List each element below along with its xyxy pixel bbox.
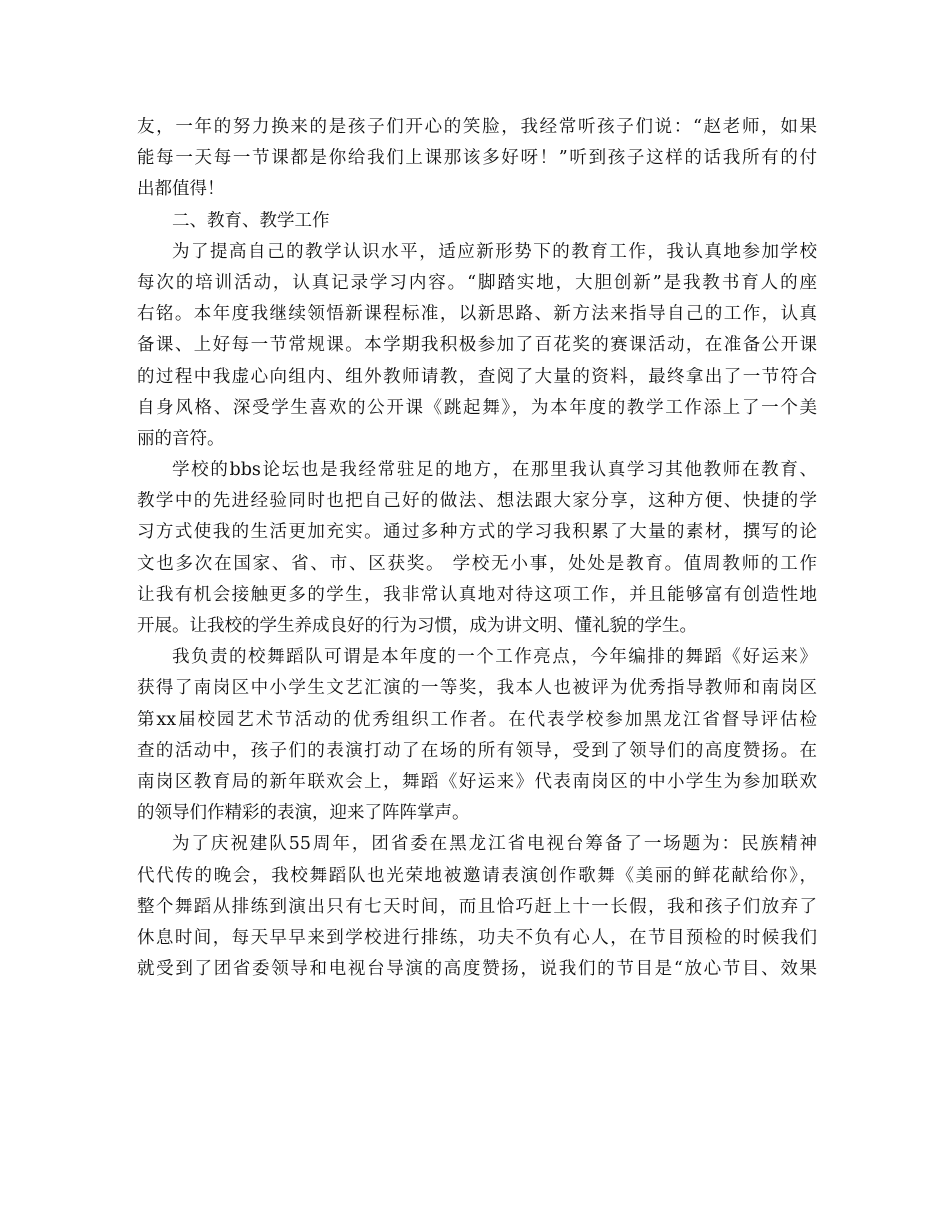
text-line: 习方式使我的生活更加充实。通过多种方式的学习我积累了大量的素材，撰写的论 — [137, 522, 817, 543]
text-line: 每次的培训活动，认真记录学习内容。“脚踏实地，大胆创新”是我教书育人的座 — [137, 272, 817, 293]
text-line: 备课、上好每一节常规课。本学期我积极参加了百花奖的赛课活动，在准备公开课 — [137, 335, 817, 356]
text-line: 二、教育、教学工作 — [172, 210, 330, 231]
text-line: 右铭。本年度我继续领悟新课程标准，以新思路、新方法来指导自己的工作，认真 — [137, 304, 817, 325]
text-line: 休息时间，每天早早来到学校进行排练，功夫不负有心人，在节目预检的时候我们 — [137, 927, 817, 948]
text-line: 我负责的校舞蹈队可谓是本年度的一个工作亮点，今年编排的舞蹈《好运来》 — [172, 647, 817, 668]
text-line: 的过程中我虚心向组内、组外教师请教，查阅了大量的资料，最终拿出了一节符合 — [137, 366, 817, 387]
text-line: 开展。让我校的学生养成良好的行为习惯，成为讲文明、懂礼貌的学生。 — [137, 616, 697, 636]
text-line: 自身风格、深受学生喜欢的公开课《跳起舞》，为本年度的教学工作添上了一个美 — [137, 397, 817, 418]
text-line: 丽的音符。 — [137, 428, 225, 449]
text-line: 出都值得！ — [137, 179, 225, 200]
text-line: 就受到了团省委领导和电视台导演的高度赞扬，说我们的节目是“放心节目、效果 — [137, 959, 817, 980]
text-line: 整个舞蹈从排练到演出只有七天时间，而且恰巧赶上十一长假，我和孩子们放弃了 — [137, 896, 817, 917]
text-line: 友，一年的努力换来的是孩子们开心的笑脸，我经常听孩子们说：“赵老师，如果 — [137, 117, 817, 137]
text-line: 文也多次在国家、省、市、区获奖。 学校无小事，处处是教育。值周教师的工作 — [137, 553, 817, 574]
text-line: 代代传的晚会，我校舞蹈队也光荣地被邀请表演创作歌舞《美丽的鲜花献给你》， — [137, 865, 817, 886]
body-text — [137, 112, 817, 985]
text-line: 教学中的先进经验同时也把自己好的做法、想法跟大家分享，这种方便、快捷的学 — [137, 491, 817, 512]
text-line: 能每一天每一节课都是你给我们上课那该多好呀！”听到孩子这样的话我所有的付 — [137, 148, 817, 169]
text-line: 让我有机会接触更多的学生，我非常认真地对待这项工作，并且能够富有创造性地 — [137, 584, 817, 605]
text-line: 学校的bbs论坛也是我经常驻足的地方，在那里我认真学习其他教师在教育、 — [172, 460, 817, 481]
text-line: 查的活动中，孩子们的表演打动了在场的所有领导，受到了领导们的高度赞扬。在 — [137, 740, 817, 761]
text-line: 南岗区教育局的新年联欢会上，舞蹈《好运来》代表南岗区的中小学生为参加联欢 — [137, 771, 817, 792]
text-line: 第xx届校园艺术节活动的优秀组织工作者。在代表学校参加黑龙江省督导评估检 — [137, 709, 817, 730]
text-line: 为了提高自己的教学认识水平，适应新形势下的教育工作，我认真地参加学校 — [172, 241, 817, 262]
text-line: 的领导们作精彩的表演，迎来了阵阵掌声。 — [137, 803, 470, 824]
text-line: 获得了南岗区中小学生文艺汇演的一等奖，我本人也被评为优秀指导教师和南岗区 — [137, 678, 817, 699]
text-line: 为了庆祝建队55周年，团省委在黑龙江省电视台筹备了一场题为：民族精神 — [172, 834, 817, 855]
